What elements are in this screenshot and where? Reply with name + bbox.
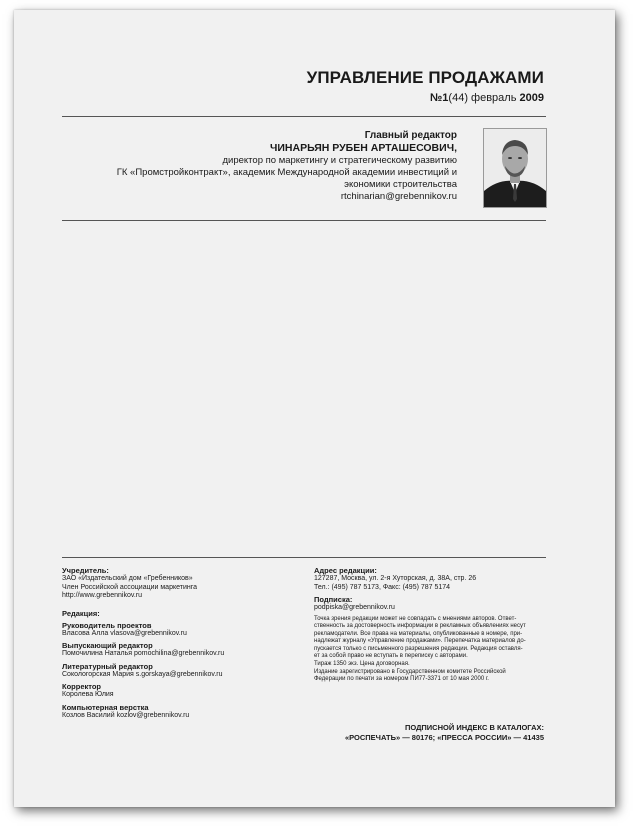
middle-divider — [62, 220, 546, 221]
founder-line-2: Член Российской ассоциации маркетинга — [62, 583, 198, 591]
subscription-email: podpiska@grebennikov.ru — [314, 604, 395, 611]
founder-website: http://www.grebennikov.ru — [62, 592, 143, 599]
layout-designer: Козлов Василий kozlov@grebennikov.ru — [62, 711, 190, 719]
literary-editor-title: Литературный редактор — [62, 661, 153, 671]
subscription-index-line-2: «РОСПЕЧАТЬ» — 80176; «ПРЕССА РОССИИ» — 41435 — [344, 733, 544, 742]
top-divider — [62, 116, 546, 117]
issue-prefix: №1 — [430, 92, 449, 104]
subscription-heading: Подписка: — [314, 595, 353, 604]
disclaimer-line-6: ет за собой право не вступать в переписку с авторами. — [314, 653, 468, 660]
registration-line-1: Издание зарегистрировано в Государственном комитете Российской — [314, 668, 506, 675]
registration-line-2: Федерации по печати за номером ПИ77-3371 от 10 мая 2000 г. — [314, 676, 489, 683]
imprint-right-column — [314, 566, 554, 684]
editor-affiliation-2: экономики строительства — [344, 179, 457, 190]
disclaimer-line-2: ственность за достоверность информации в рекламных объявлениях несут — [314, 623, 526, 630]
founder-heading: Учредитель: — [62, 566, 109, 575]
issue-line — [430, 92, 544, 104]
editor-email: rtchinarian@grebennikov.ru — [340, 191, 457, 202]
magazine-page — [14, 10, 615, 807]
editor-block — [97, 130, 457, 203]
editor-portrait-image — [484, 129, 546, 207]
corrector-title: Корректор — [62, 682, 101, 691]
disclaimer-line-5: пускается только с письменного разрешения редакции. Редакция оставля- — [314, 645, 523, 652]
circulation: Тираж 1350 экз. Цена договорная. — [314, 661, 410, 668]
issue-number: (44) — [448, 92, 468, 104]
office-address: 127287, Москва, ул. 2-я Хуторская, д. 38А, стр. 26 — [314, 575, 477, 582]
editor-role: Главный редактор — [364, 130, 457, 141]
office-phones: Тел.: (495) 787 5173, Факс: (495) 787 5174 — [314, 583, 451, 591]
editor-photo — [483, 128, 547, 208]
disclaimer-line-4: надлежат журналу «Управление продажами». Перепечатка материалов до- — [314, 638, 526, 645]
issue-year: 2009 — [519, 92, 544, 104]
founder-line-1: ЗАО «Издательский дом «Гребенников» — [62, 575, 193, 582]
layout-title: Компьютерная верстка — [62, 702, 149, 712]
project-head-title: Руководитель проектов — [62, 620, 152, 630]
issuing-editor-title: Выпускающий редактор — [62, 641, 153, 650]
imprint-divider — [62, 557, 546, 558]
office-heading: Адрес редакции: — [314, 566, 377, 575]
subscription-index — [345, 723, 544, 743]
disclaimer — [314, 616, 554, 684]
disclaimer-line-1: Точка зрения редакции может не совпадать с мнениями авторов. Ответ- — [314, 615, 517, 622]
disclaimer-line-3: рекламодатели. Все права на материалы, опубликованные в номере, при- — [314, 630, 523, 637]
editor-name: ЧИНАРЬЯН РУБЕН АРТАШЕСОВИЧ, — [270, 142, 457, 154]
editor-position: директор по маркетингу и стратегическому развитию — [222, 155, 457, 166]
corrector: Королева Юлия — [62, 691, 114, 698]
project-head: Власова Алла vlasova@grebennikov.ru — [62, 629, 187, 637]
issuing-editor: Помочилина Наталья pomochilina@grebennikov.ru — [62, 650, 225, 657]
literary-editor: Сокологорская Мария s.gorskaya@grebennikov.ru — [62, 670, 223, 678]
imprint-left-column — [62, 566, 302, 720]
subscription-index-line-1: ПОДПИСНОЙ ИНДЕКС В КАТАЛОГАХ: — [404, 723, 544, 732]
journal-title: УПРАВЛЕНИЕ ПРОДАЖАМИ — [306, 68, 544, 87]
issue-month: февраль — [471, 92, 517, 104]
staff-heading: Редакция: — [62, 608, 100, 618]
editor-affiliation-1: ГК «Промстройконтракт», академик Международной академии инвестиций и — [116, 167, 457, 178]
